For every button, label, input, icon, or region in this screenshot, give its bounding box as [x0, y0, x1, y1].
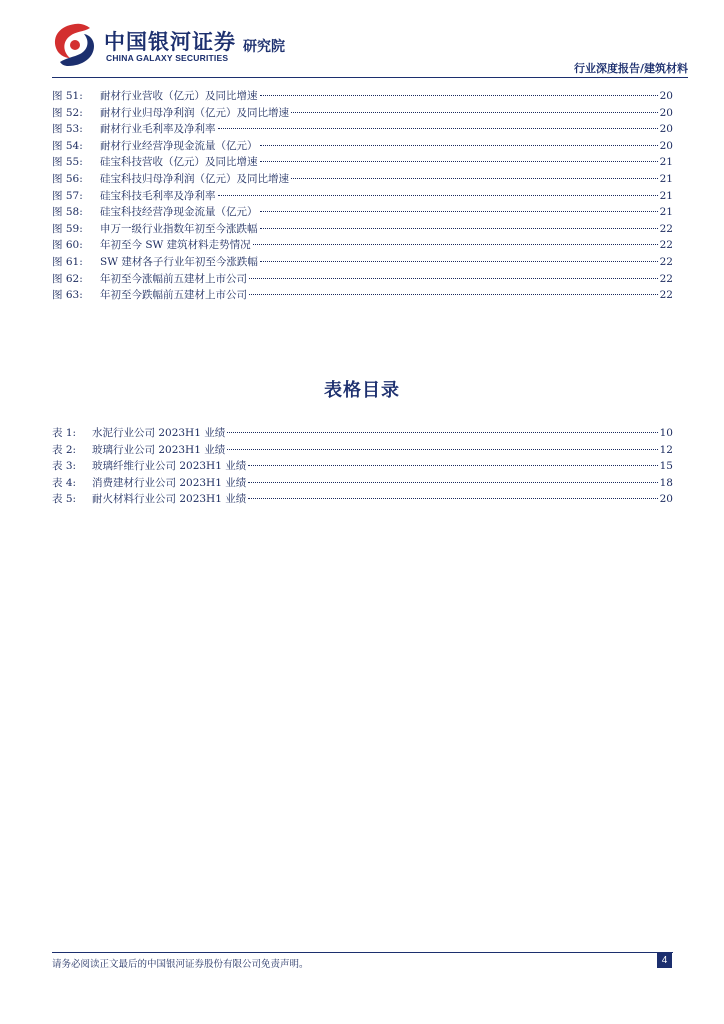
entry-page-number: 22 — [659, 222, 673, 235]
leader-dots — [260, 228, 658, 229]
entry-title[interactable]: 硅宝科技营收（亿元）及同比增速 — [100, 156, 258, 169]
figure-toc-entry[interactable] — [52, 204, 673, 221]
entry-page-number: 21 — [659, 189, 673, 202]
entry-number: 图 53: — [52, 123, 83, 136]
leader-dots — [218, 195, 658, 196]
entry-page-number: 20 — [659, 90, 673, 102]
table-toc-entry[interactable] — [52, 442, 673, 459]
entry-page-number: 20 — [659, 139, 673, 152]
leader-dots — [260, 211, 658, 212]
entry-number: 图 62: — [52, 272, 83, 285]
entry-number: 图 60: — [52, 239, 83, 252]
leader-dots — [291, 178, 658, 179]
entry-page-number: 18 — [659, 476, 673, 489]
figure-toc-entry[interactable] — [52, 271, 673, 288]
table-toc-entry[interactable] — [52, 425, 673, 442]
entry-page-number: 22 — [659, 255, 673, 268]
brand-name-cn: 中国银河证券 — [104, 30, 236, 54]
entry-page-number: 22 — [659, 272, 673, 285]
leader-dots — [218, 128, 658, 129]
entry-title[interactable]: 年初至今 SW 建筑材料走势情况 — [100, 239, 251, 252]
figure-toc-entry[interactable] — [52, 254, 673, 271]
leader-dots — [260, 145, 658, 146]
entry-number: 图 54: — [52, 139, 83, 152]
entry-page-number: 21 — [659, 206, 673, 219]
entry-title[interactable]: 玻璃行业公司 2023H1 业绩 — [92, 443, 226, 456]
entry-page-number: 21 — [659, 156, 673, 169]
entry-title[interactable]: 耐材行业归母净利润（亿元）及同比增速 — [100, 106, 289, 119]
leader-dots — [260, 261, 658, 262]
entry-number: 图 52: — [52, 106, 83, 119]
leader-dots — [260, 161, 658, 162]
entry-number: 表 3: — [52, 460, 77, 473]
figure-toc-entry[interactable] — [52, 105, 673, 122]
entry-title[interactable]: 硅宝科技归母净利润（亿元）及同比增速 — [100, 172, 289, 185]
figure-toc-entry[interactable] — [52, 138, 673, 155]
table-toc-entry[interactable] — [52, 458, 673, 475]
entry-title[interactable]: SW 建材各子行业年初至今涨跌幅 — [100, 255, 258, 268]
disclaimer-text: 请务必阅读正文最后的中国银河证券股份有限公司免责声明。 — [52, 959, 309, 970]
entry-number: 图 61: — [52, 255, 83, 268]
entry-page-number: 12 — [659, 443, 673, 456]
table-list — [52, 425, 673, 508]
figure-toc-entry[interactable] — [52, 287, 673, 304]
header-divider — [52, 77, 688, 78]
entry-title[interactable]: 申万一级行业指数年初至今涨跌幅 — [100, 222, 258, 235]
leader-dots — [227, 432, 657, 433]
figure-toc-entry[interactable] — [52, 171, 673, 188]
entry-title[interactable]: 耐材行业毛利率及净利率 — [100, 123, 216, 136]
entry-number: 图 56: — [52, 172, 83, 185]
leader-dots — [248, 482, 657, 483]
entry-page-number: 10 — [659, 427, 673, 439]
figure-toc-entry[interactable] — [52, 221, 673, 238]
entry-number: 图 59: — [52, 222, 83, 235]
leader-dots — [249, 278, 658, 279]
entry-number: 图 55: — [52, 156, 83, 169]
entry-page-number: 22 — [659, 289, 673, 302]
table-toc-entry[interactable] — [52, 475, 673, 492]
leader-dots — [248, 498, 657, 499]
entry-title[interactable]: 耐材行业经营净现金流量（亿元） — [100, 139, 258, 152]
entry-number: 图 58: — [52, 206, 83, 219]
leader-dots — [253, 244, 658, 245]
entry-number: 图 63: — [52, 289, 83, 302]
entry-page-number: 20 — [659, 123, 673, 136]
figure-toc-entry[interactable] — [52, 188, 673, 205]
entry-page-number: 21 — [659, 172, 673, 185]
entry-title[interactable]: 年初至今涨幅前五建材上市公司 — [100, 272, 247, 285]
leader-dots — [248, 465, 657, 466]
galaxy-logo-icon — [50, 22, 100, 68]
entry-page-number: 20 — [659, 106, 673, 119]
entry-title[interactable]: 硅宝科技经营净现金流量（亿元） — [100, 206, 258, 219]
figure-toc-entry[interactable] — [52, 237, 673, 254]
page-header — [0, 0, 724, 82]
footer-divider — [52, 952, 673, 953]
leader-dots — [249, 294, 658, 295]
figure-toc-entry[interactable] — [52, 121, 673, 138]
figure-toc-entry[interactable] — [52, 154, 673, 171]
brand-name-en: CHINA GALAXY SECURITIES — [106, 53, 229, 63]
entry-title[interactable]: 年初至今跌幅前五建材上市公司 — [100, 289, 247, 302]
entry-title[interactable]: 玻璃纤维行业公司 2023H1 业绩 — [92, 460, 247, 473]
entry-page-number: 20 — [659, 493, 673, 506]
figure-list — [52, 88, 673, 304]
table-list-title: 表格目录 — [324, 380, 400, 401]
entry-page-number: 22 — [659, 239, 673, 252]
entry-number: 图 51: — [52, 90, 83, 102]
entry-title[interactable]: 硅宝科技毛利率及净利率 — [100, 189, 216, 202]
institute-label: 研究院 — [243, 39, 285, 55]
page-number: 4 — [657, 953, 672, 968]
entry-page-number: 15 — [659, 460, 673, 473]
entry-number: 表 2: — [52, 443, 77, 456]
report-category: 行业深度报告/建筑材料 — [573, 62, 688, 75]
leader-dots — [291, 112, 658, 113]
leader-dots — [227, 449, 657, 450]
entry-title[interactable]: 耐材行业营收（亿元）及同比增速 — [100, 90, 258, 102]
table-toc-entry[interactable] — [52, 491, 673, 508]
entry-number: 表 4: — [52, 476, 77, 489]
entry-title[interactable]: 耐火材料行业公司 2023H1 业绩 — [92, 493, 247, 506]
entry-title[interactable]: 消费建材行业公司 2023H1 业绩 — [92, 476, 247, 489]
entry-number: 表 5: — [52, 493, 77, 506]
entry-number: 图 57: — [52, 189, 83, 202]
entry-number: 表 1: — [52, 427, 77, 439]
entry-title[interactable]: 水泥行业公司 2023H1 业绩 — [92, 427, 226, 439]
figure-toc-entry[interactable] — [52, 88, 673, 105]
leader-dots — [260, 95, 658, 96]
